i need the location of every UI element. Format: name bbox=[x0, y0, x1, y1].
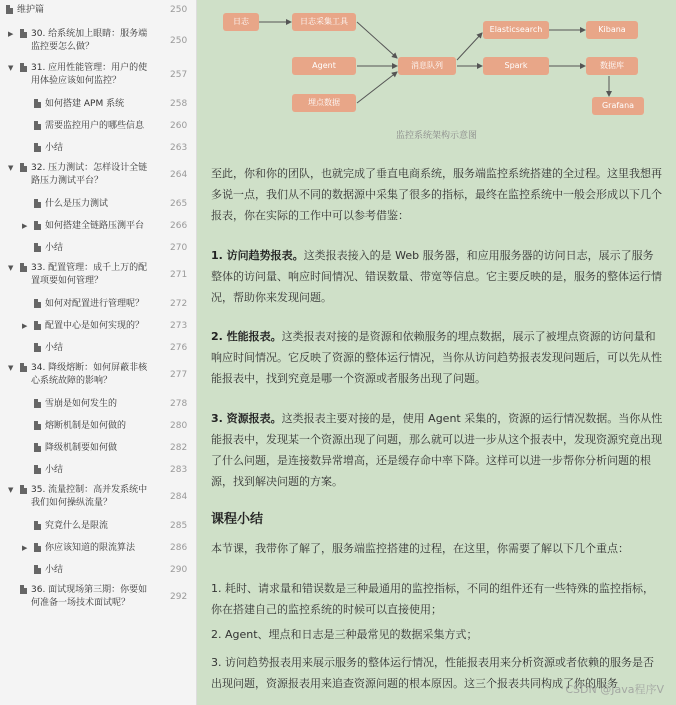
report-3 bbox=[211, 408, 663, 492]
node-tracking: 埋点数据 bbox=[292, 94, 356, 112]
node-log-collector: 日志采集工具 bbox=[292, 13, 356, 31]
document-icon bbox=[34, 121, 41, 130]
summary-point-2: 2. Agent、埋点和日志是三种最常见的数据采集方式； bbox=[211, 628, 478, 641]
toc-label-line2: 路压力测试平台？ bbox=[31, 176, 104, 186]
toc-label: 小结 bbox=[45, 465, 64, 475]
toc-label: 如何对配置进行管理呢？ bbox=[45, 299, 145, 309]
toc-label: 35. 流量控制：高并发系统中 bbox=[31, 485, 148, 495]
document-icon bbox=[34, 399, 41, 408]
toc-label-line2: 监控要怎么做？ bbox=[31, 42, 95, 52]
toc-page-number: 286 bbox=[170, 543, 188, 553]
toc-label: 究竟什么是限流 bbox=[45, 521, 109, 531]
toc-page-number: 283 bbox=[170, 465, 188, 475]
document-icon bbox=[34, 143, 41, 152]
toc-label: 33. 配置管理：成千上万的配 bbox=[31, 263, 148, 273]
toc-label: 31. 应用性能管理：用户的使 bbox=[31, 63, 148, 73]
node-kibana: Kibana bbox=[586, 21, 638, 39]
toc-label: 小结 bbox=[45, 565, 64, 575]
document-icon bbox=[34, 221, 41, 230]
toc-label: 降级机制要如何做 bbox=[45, 443, 118, 453]
toc-page-number: 272 bbox=[170, 299, 188, 309]
report-1-title: 1. 访问趋势报表。 bbox=[211, 249, 304, 262]
toc-page-number: 250 bbox=[170, 36, 188, 46]
expand-right-icon[interactable]: ▶ bbox=[22, 544, 28, 552]
toc-page-number: 278 bbox=[170, 399, 188, 409]
watermark: CSDN @Java程序V bbox=[565, 683, 664, 696]
toc-label: 需要监控用户的哪些信息 bbox=[45, 121, 145, 131]
report-2 bbox=[211, 326, 663, 389]
toc-page-number: 266 bbox=[170, 221, 188, 231]
expand-down-icon[interactable]: ▼ bbox=[8, 164, 14, 172]
toc-label: 雪崩是如何发生的 bbox=[45, 399, 118, 409]
expand-down-icon[interactable]: ▼ bbox=[8, 264, 14, 272]
document-icon bbox=[34, 199, 41, 208]
report-3-text: 这类报表主要对接的是，使用 Agent 采集的，资源的运行情况数据。当你从性能报表中，发现某一个资源出现了问题，那么就可以进一步从这个报表中，发现资源究竟出现了什么问题，是连接数异常增高，还是缓存命中率下降。这样可以进一步帮你分析问题的根源，找到解决问题的方案。 bbox=[211, 412, 663, 488]
report-2-text: 这类报表对接的是资源和依赖服务的埋点数据，展示了被埋点资源的访问量和响应时间情况。它反映了资源的整体运行情况，当你从访问趋势报表发现问题后，可以先从性能报表中，找到究竟是哪一个资源或者服务出现了问题。 bbox=[211, 330, 662, 385]
toc-page-number: 285 bbox=[170, 521, 188, 531]
summary-point-3: 3. 访问趋势报表用来展示服务的整体运行情况，性能报表用来分析资源或者依赖的服务是否出现问题，资源报表用来追查资源问题的根本原因。这三个报表共同构成了你的服务 bbox=[211, 656, 654, 690]
expand-right-icon[interactable]: ▶ bbox=[22, 222, 28, 230]
toc-label: 32. 压力测试：怎样设计全链 bbox=[31, 163, 148, 173]
report-2-title: 2. 性能报表。 bbox=[211, 330, 282, 343]
toc-page-number: 273 bbox=[170, 321, 188, 331]
node-mq: 消息队列 bbox=[398, 57, 456, 75]
document-icon bbox=[34, 443, 41, 452]
document-icon bbox=[20, 163, 27, 172]
document-icon bbox=[34, 543, 41, 552]
toc-page-number: 270 bbox=[170, 243, 188, 253]
toc-label: 30. 给系统加上眼睛：服务端 bbox=[31, 29, 148, 39]
toc-page-number: 264 bbox=[170, 170, 188, 180]
expand-down-icon[interactable]: ▼ bbox=[8, 364, 14, 372]
node-spark: Spark bbox=[483, 57, 549, 75]
toc-label: 什么是压力测试 bbox=[45, 199, 109, 209]
intro-paragraph: 至此，你和你的团队，也就完成了垂直电商系统，服务端监控系统搭建的全过程。这里我想再多说一点，我们从不同的数据源中采集了很多的指标，最终在监控系统中一般会形成以下几个报表，你在实际的工作中可以参考借鉴： bbox=[211, 167, 662, 222]
summary-heading: 课程小结 bbox=[211, 512, 264, 527]
toc-page-number: 260 bbox=[170, 121, 188, 131]
toc-label: 36. 面试现场第三期：你要如 bbox=[31, 585, 148, 595]
toc-label-line2: 置项要如何管理？ bbox=[31, 276, 104, 286]
toc-page-number: 263 bbox=[170, 143, 188, 153]
report-1-text: 这类报表接入的是 Web 服务器，和应用服务器的访问日志，展示了服务整体的访问量、响应时间情况、错误数量、带宽等信息。它主要反映的是，服务的整体运行情况，帮助你来发现问题。 bbox=[211, 249, 662, 304]
expand-right-icon[interactable]: ▶ bbox=[8, 30, 14, 38]
toc-label: 小结 bbox=[45, 243, 64, 253]
document-icon bbox=[34, 343, 41, 352]
toc-label: 如何搭建 APM 系统 bbox=[45, 99, 125, 109]
toc-label: 34. 降级熔断：如何屏蔽非核 bbox=[31, 363, 148, 373]
toc-label: 你应该知道的限流算法 bbox=[45, 543, 136, 553]
node-elasticsearch: Elasticsearch bbox=[483, 21, 549, 39]
toc-label: 配置中心是如何实现的？ bbox=[45, 321, 145, 331]
reading-pane bbox=[197, 0, 676, 705]
document-icon bbox=[20, 29, 27, 38]
toc-page-number: 282 bbox=[170, 443, 188, 453]
toc-label: 熔断机制是如何做的 bbox=[45, 421, 127, 431]
toc-page-number: 284 bbox=[170, 492, 188, 502]
node-database: 数据库 bbox=[586, 57, 638, 75]
expand-down-icon[interactable]: ▼ bbox=[8, 486, 14, 494]
expand-down-icon[interactable]: ▼ bbox=[8, 64, 14, 72]
document-icon bbox=[34, 299, 41, 308]
document-icon bbox=[20, 585, 27, 594]
toc-page-number: 271 bbox=[170, 270, 188, 280]
node-grafana: Grafana bbox=[592, 97, 644, 115]
toc-page-number: 292 bbox=[170, 592, 188, 602]
document-icon bbox=[34, 565, 41, 574]
toc-sidebar bbox=[0, 0, 197, 705]
toc-label: 维护篇 bbox=[17, 5, 45, 15]
report-3-title: 3. 资源报表。 bbox=[211, 412, 282, 425]
toc-label: 小结 bbox=[45, 343, 64, 353]
toc-page-number: 276 bbox=[170, 343, 188, 353]
summary-point-1: 1. 耗时、请求量和错误数是三种最通用的监控指标，不同的组件还有一些特殊的监控指标，你在搭建自己的监控系统的时候可以直接使用； bbox=[211, 582, 654, 616]
expand-right-icon[interactable]: ▶ bbox=[22, 322, 28, 330]
toc-page-number: 250 bbox=[170, 5, 188, 15]
toc-page-number: 290 bbox=[170, 565, 188, 575]
document-icon bbox=[6, 5, 13, 14]
summary-intro: 本节课，我带你了解了，服务端监控搭建的过程，在这里，你需要了解以下几个重点： bbox=[211, 542, 629, 555]
document-icon bbox=[20, 63, 27, 72]
toc-label: 如何搭建全链路压测平台 bbox=[45, 221, 145, 231]
node-log: 日志 bbox=[223, 13, 259, 31]
document-icon bbox=[34, 421, 41, 430]
toc-page-number: 277 bbox=[170, 370, 188, 380]
toc-label-line2: 何准备一场技术面试呢？ bbox=[31, 598, 131, 608]
toc-page-number: 258 bbox=[170, 99, 188, 109]
toc-page-number: 265 bbox=[170, 199, 188, 209]
toc-page-number: 280 bbox=[170, 421, 188, 431]
document-icon bbox=[34, 99, 41, 108]
document-icon bbox=[20, 363, 27, 372]
toc-label: 小结 bbox=[45, 143, 64, 153]
diagram-caption: 监控系统架构示意图 bbox=[395, 131, 477, 141]
report-1 bbox=[211, 245, 663, 308]
document-icon bbox=[20, 485, 27, 494]
toc-label-line2: 我们如何操纵流量？ bbox=[31, 498, 113, 508]
document-icon bbox=[20, 263, 27, 272]
document-icon bbox=[34, 521, 41, 530]
node-agent: Agent bbox=[292, 57, 356, 75]
toc-page-number: 257 bbox=[170, 70, 188, 80]
document-icon bbox=[34, 243, 41, 252]
document-icon bbox=[34, 321, 41, 330]
toc-label-line2: 用体验应该如何监控？ bbox=[31, 76, 122, 86]
document-icon bbox=[34, 465, 41, 474]
toc-label-line2: 心系统故障的影响？ bbox=[31, 376, 113, 386]
